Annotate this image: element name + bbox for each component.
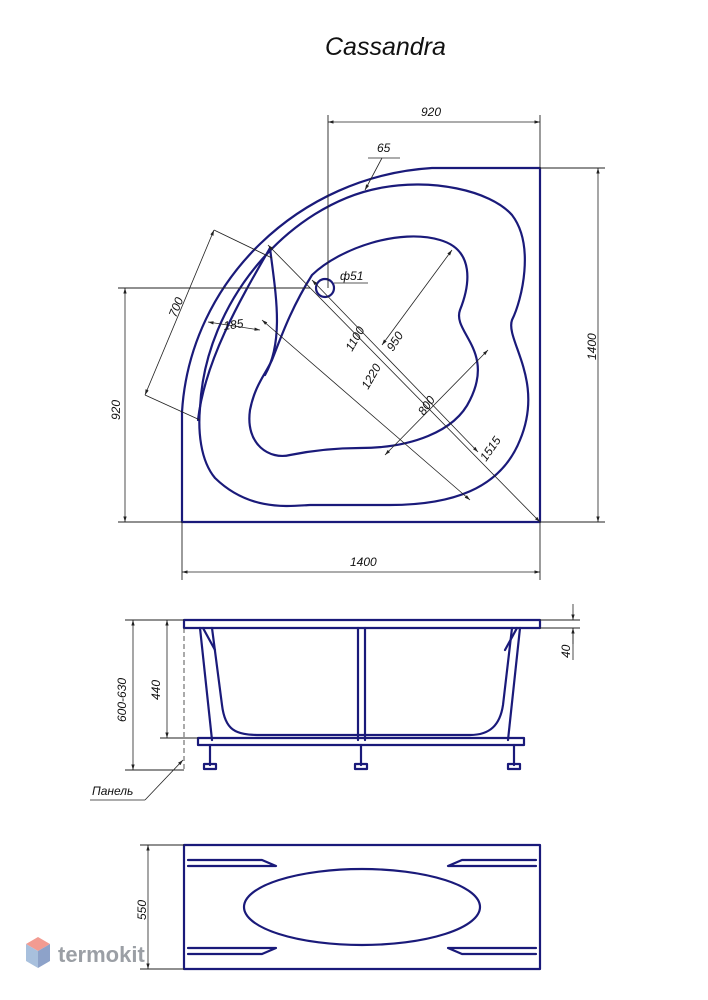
tub-bowl-contour [249, 236, 478, 455]
backrest-curve-inner [265, 248, 277, 375]
dim-bottom-width: 1400 [350, 555, 377, 569]
drawing-title: Cassandra [325, 33, 446, 61]
termokit-watermark [26, 937, 145, 968]
frame-leg-left [200, 628, 212, 740]
dim-1515: 1515 [476, 433, 504, 464]
dim-total-height: 600-630 [115, 677, 129, 722]
foot [508, 764, 520, 769]
tub-rim [184, 620, 540, 628]
panel-stripe [448, 948, 536, 954]
dim-right-height: 1400 [585, 333, 599, 360]
dim-rim-thickness: 40 [559, 644, 573, 658]
drain-hole [316, 279, 334, 297]
dim-1100: 1100 [342, 324, 368, 354]
watermark-text: termokit [58, 942, 145, 967]
dim-left-height: 920 [109, 399, 123, 420]
panel-stripe [188, 860, 276, 866]
panel-stripe [188, 948, 276, 954]
dim-drain-diameter: ф51 [340, 269, 364, 283]
dim-bowl-depth: 440 [149, 679, 163, 700]
cube-logo-icon [26, 937, 50, 968]
panel-label: Панель [92, 784, 134, 798]
tub-bowl-profile [212, 628, 512, 735]
plan-view [109, 105, 605, 580]
foot [204, 764, 216, 769]
dim-rim-width: 65 [377, 141, 391, 155]
tub-outer-contour [182, 168, 540, 522]
panel-front-view [135, 845, 540, 969]
dim-700: 700 [165, 295, 187, 320]
panel-stripe [448, 860, 536, 866]
side-view [90, 604, 580, 800]
dim-panel-height: 550 [135, 899, 149, 920]
foot [355, 764, 367, 769]
dim-950: 950 [383, 329, 407, 354]
panel-ellipse-decor [244, 869, 480, 945]
panel-outline-front [184, 845, 540, 969]
dim-185: 185 [222, 316, 245, 333]
dim-800: 800 [414, 393, 438, 418]
dim-1220: 1220 [358, 361, 384, 392]
dim-top-width: 920 [421, 105, 442, 119]
